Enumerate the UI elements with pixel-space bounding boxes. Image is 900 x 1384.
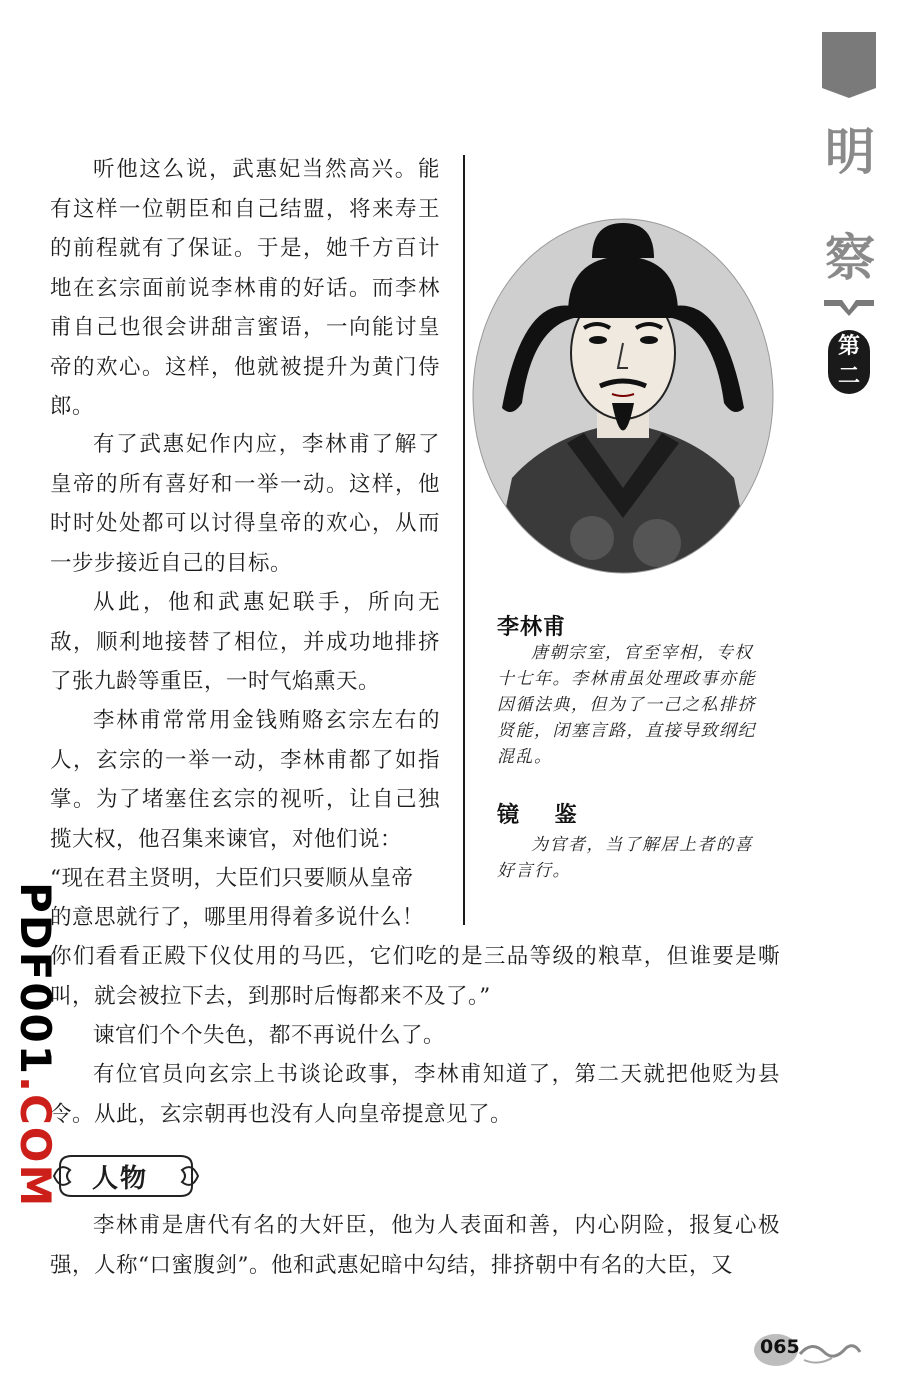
portrait-illustration — [472, 218, 774, 574]
caption-mirror-title: 镜 鉴 — [497, 803, 591, 828]
caption-description: 唐朝宗室，官至宰相，专权十七年。李林甫虽处理政事亦能因循法典，但为了一己之私排挤贤能，闭塞言路，直接导致纲纪混乱。 — [497, 643, 756, 767]
page-number: 065 — [760, 1336, 800, 1358]
chapter-char-1: 第 — [837, 334, 860, 359]
paragraph-3: 从此，他和武惠妃联手，所向无敌，顺利地接替了相位，并成功地排挤了张九龄等重臣，一时气焰熏天。 — [50, 590, 440, 694]
paragraph-5-line-2: 的意思就行了，哪里用得着多说什么！ — [50, 905, 425, 930]
paragraph-5-line-1: “现在君主贤明，大臣们只要顺从皇帝 — [50, 866, 414, 891]
paragraph-5-rest: 你们看看正殿下仪仗用的马匹，它们吃的是三品等级的粮草，但谁要是嘶叫，就会被拉下去，到那时后悔都来不及了。” — [50, 944, 780, 1009]
side-tab-char-2: 察 — [825, 228, 875, 287]
watermark-right: .COM — [11, 1076, 60, 1209]
paragraph-7: 有位官员向玄宗上书谈论政事，李林甫知道了，第二天就把他贬为县令。从此，玄宗朝再也没有人向皇帝提意见了。 — [50, 1062, 780, 1127]
paragraph-2: 有了武惠妃作内应，李林甫了解了皇帝的所有喜好和一举一动。这样，他时时处处都可以讨得皇帝的欢心，从而一步步接近自己的目标。 — [50, 432, 440, 576]
paragraph-4: 李林甫常常用金钱贿赂玄宗左右的人，玄宗的一举一动，李林甫都了如指掌。为了堵塞住玄宗的视听，让自己独揽大权，他召集来谏官，对他们说： — [50, 708, 440, 852]
chapter-badge — [828, 330, 870, 394]
caption-mirror-text: 为官者，当了解居上者的喜好言行。 — [497, 835, 753, 881]
paragraph-8: 李林甫是唐代有名的大奸臣，他为人表面和善，内心阴险，报复心极强，人称“口蜜腹剑”。他和武惠妃暗中勾结，排挤朝中有名的大臣，又 — [50, 1213, 780, 1278]
side-tab-bar — [822, 32, 876, 88]
side-tab-bracket — [822, 296, 876, 318]
section-label: 人物 — [92, 1164, 149, 1194]
side-tab-char-1: 明 — [825, 122, 875, 181]
watermark-left: PDF001 — [11, 882, 60, 1077]
caption-name: 李林甫 — [497, 615, 567, 640]
paragraph-1: 听他这么说，武惠妃当然高兴。能有这样一位朝臣和自己结盟，将来寿王的前程就有了保证。于是，她千方百计地在玄宗面前说李林甫的好话。而李林甫自己也很会讲甜言蜜语，一向能讨皇帝的欢心。这样，他就被提升为黄门侍郎。 — [50, 157, 440, 419]
chapter-char-2: 二 — [837, 364, 860, 389]
column-divider — [463, 155, 465, 925]
paragraph-6: 谏官们个个失色，都不再说什么了。 — [93, 1023, 446, 1048]
